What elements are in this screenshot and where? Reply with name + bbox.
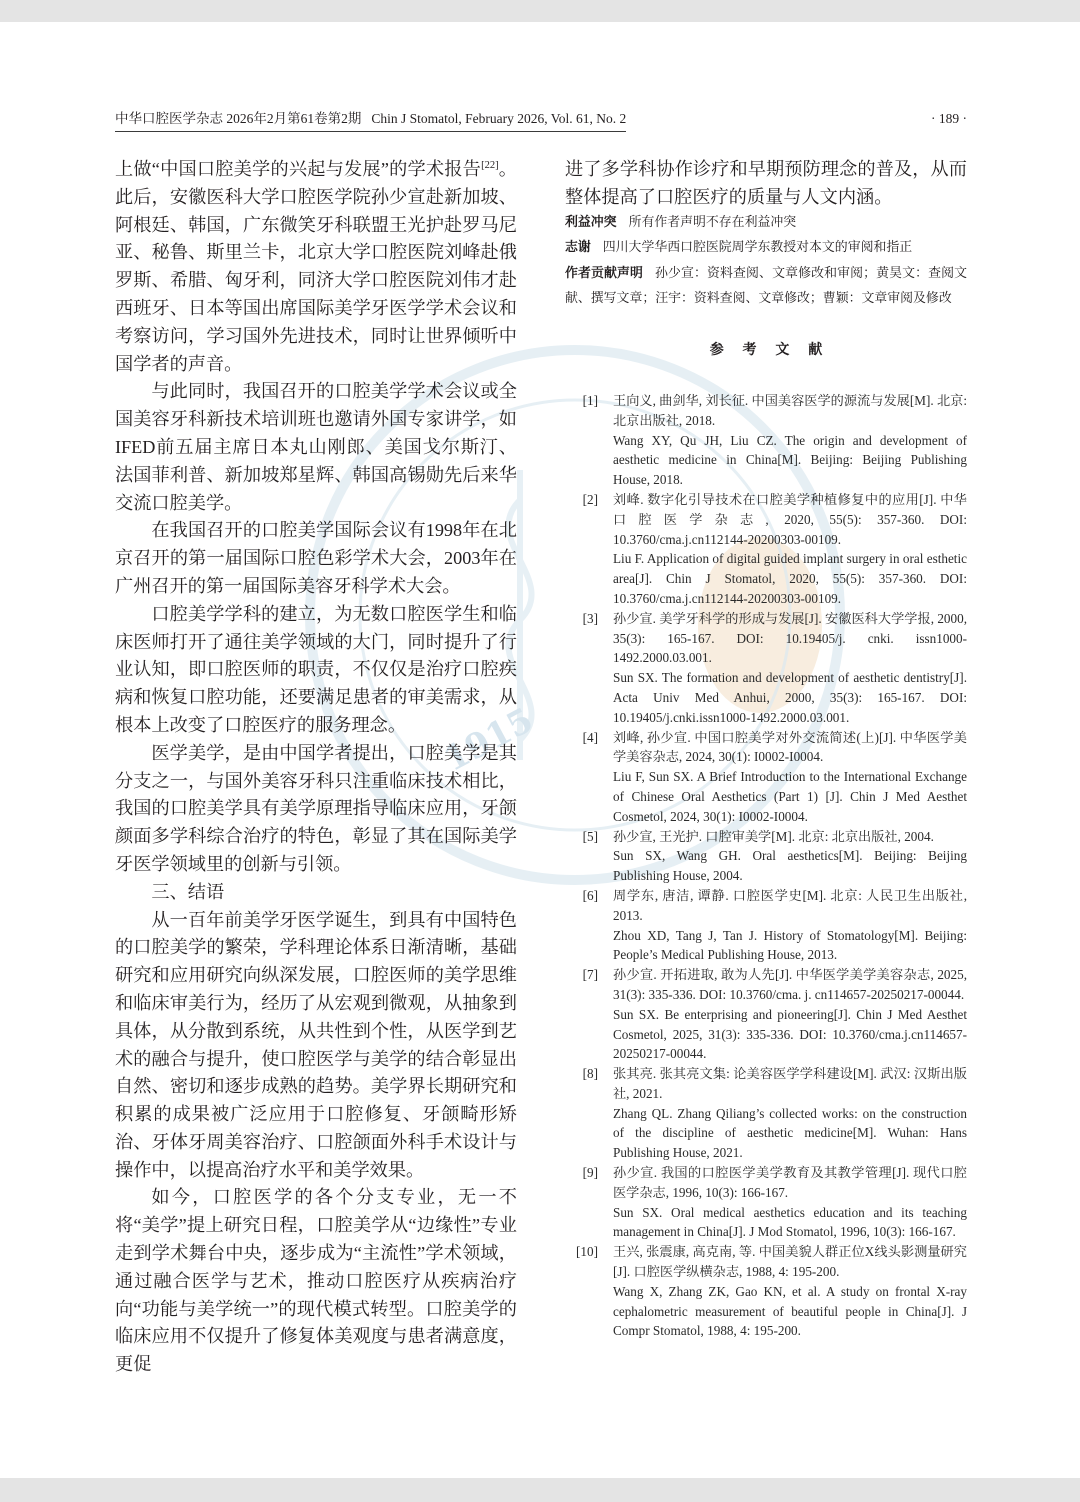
reference-text-en: Liu F. Application of digital guided implant surgery in oral esthetic area[J]. Chin J Stomatol, 2020, 55(5): 357-360. DOI: 10.3760/cma.j.cn112144-20200303-00109. — [613, 551, 967, 606]
reference-body — [613, 965, 967, 1064]
header-journal-en: Chin J Stomatol, February 2026, Vol. 61, No. 2 — [371, 111, 627, 126]
reference-text-en: Wang XY, Qu JH, Liu CZ. The origin and development of aesthetic medicine in China[M]. Beijing: Beijing Publishing House, 2018. — [613, 432, 967, 488]
right-column — [565, 156, 967, 1341]
reference-body — [613, 391, 967, 490]
reference-text-en: Sun SX. Oral medical aesthetics education and its teaching management in China[J]. J Mod Stomatol, 1996, 10(3): 166-167. — [613, 1204, 967, 1240]
citation-superscript: [22] — [481, 160, 499, 171]
references-title: 参 考 文 献 — [709, 342, 830, 358]
paragraph-text: 上做“中国口腔美学的兴起与发展”的学术报告 — [115, 159, 482, 179]
reference-text-zh: 周学东, 唐洁, 谭静. 口腔医学史[M]. 北京: 人民卫生出版社, 2013. — [613, 887, 967, 923]
reference-text-en: Wang X, Zhang ZK, Gao KN, et al. A study on frontal X-ray cephalometric measurement of beautiful people in China[J]. J Compr Stomatol, 1988, 4: 195-200. — [613, 1283, 967, 1339]
reference-item — [565, 1163, 967, 1242]
reference-number: [7] — [582, 967, 598, 983]
reference-text-en: Liu F, Sun SX. A Brief Introduction to the International Exchange of Chinese Oral Aesthetics (Part 1) [J]. Chin J Med Aesthet Cosmetol, 2024, 30(1): I0002-I0004. — [613, 769, 967, 824]
reference-text-zh: 刘峰, 孙少宣. 中国口腔美学对外交流简述(上)[J]. 中华医学美学美容杂志, 2024, 30(1): I0002-I0004. — [613, 729, 967, 765]
reference-body — [613, 886, 967, 965]
running-header — [115, 108, 967, 132]
reference-body — [613, 1242, 967, 1341]
reference-text-en: Zhang QL. Zhang Qiliang’s collected works: on the construction of the discipline of aesthetic medicine[M]. Wuhan: Hans Publishing House, 2021. — [613, 1105, 967, 1161]
reference-item — [565, 886, 967, 965]
reference-number: [6] — [582, 887, 598, 903]
declaration-label: 作者贡献声明 — [565, 265, 644, 281]
left-column — [115, 156, 517, 1379]
reference-item — [565, 827, 967, 886]
header-journal-zh: 中华口腔医学杂志 2026年2月第61卷第2期 — [115, 111, 362, 126]
reference-number: [10] — [576, 1244, 598, 1260]
reference-item — [565, 1242, 967, 1341]
body-paragraph-continuation: 进了多学科协作诊疗和早期预防理念的普及，从而整体提高了口腔医疗的质量与人文内涵。 — [565, 159, 967, 207]
declaration-author-contributions — [565, 261, 967, 311]
declaration-conflict-of-interest — [565, 210, 967, 236]
references-list — [565, 391, 967, 1341]
declaration-label: 利益冲突 — [565, 214, 617, 230]
header-journal-info — [115, 108, 626, 132]
body-paragraph: 医学美学，是由中国学者提出，口腔美学是其分支之一，与国外美容牙科只注重临床技术相比，我国的口腔美学具有美学原理指导临床应用，牙颌颜面多学科综合治疗的特色，彰显了其在国际美学牙医学领域里的创新与引领。 — [115, 742, 517, 874]
watermark-year: 1915 — [437, 700, 540, 780]
reference-body — [613, 728, 967, 827]
reference-text-en: Zhou XD, Tang J, Tan J. History of Stomatology[M]. Beijing: People’s Medical Publishing House, 2013. — [613, 927, 967, 963]
reference-body — [613, 609, 967, 728]
reference-text-zh: 孙少宣. 我国的口腔医学美学教育及其教学管理[J]. 现代口腔医学杂志, 1996, 10(3): 166-167. — [613, 1165, 967, 1200]
reference-text-en: Sun SX. Be enterprising and pioneering[J]. Chin J Med Aesthet Cosmetol, 2025, 31(3): 335-336. DOI: 10.3760/cma.j.cn114657-20250217-00044. — [613, 1006, 967, 1062]
section-heading: 三、结语 — [151, 881, 225, 902]
reference-body — [613, 490, 967, 609]
body-paragraph: 如今，口腔医学的各个分支专业，无一不将“美学”提上研究日程，口腔美学从“边缘性”专业走到学术舞台中央，逐步成为“主流性”学术领域，通过融合医学与艺术，推动口腔医疗从疾病治疗向“功能与美学统一”的现代模式转型。口腔美学的临床应用不仅提升了修复体美观度与患者满意度，更促 — [115, 1187, 517, 1375]
reference-item — [565, 609, 967, 728]
reference-number: [9] — [582, 1165, 598, 1181]
body-paragraph: 在我国召开的口腔美学国际会议有1998年在北京召开的第一届国际口腔色彩学术大会，2003年在广州召开的第一届国际美容牙科学术大会。 — [115, 520, 517, 596]
declaration-text: 四川大学华西口腔医院周学东教授对本文的审阅和指正 — [602, 240, 913, 255]
reference-item — [565, 1064, 967, 1163]
reference-text-zh: 张其亮. 张其亮文集: 论美容医学学科建设[M]. 武汉: 汉斯出版社, 2021. — [613, 1066, 967, 1101]
reference-text-zh: 王兴, 张震康, 高克南, 等. 中国美貌人群正位X线头影测量研究[J]. 口腔医学纵横杂志, 1988, 4: 195-200. — [613, 1244, 967, 1280]
reference-body — [613, 1064, 967, 1163]
reference-number: [3] — [582, 610, 598, 626]
reference-number: [4] — [582, 729, 598, 745]
reference-text-zh: 孙少宣, 王光护. 口腔审美学[M]. 北京: 北京出版社, 2004. — [613, 828, 934, 844]
paragraph-text: 。此后，安徽医科大学口腔医学院孙少宣赴新加坡、阿根廷、韩国，广东微笑牙科联盟王光护赴罗马尼亚、秘鲁、斯里兰卡，北京大学口腔医院刘峰赴俄罗斯、希腊、匈牙利，同济大学口腔医院刘伟才赴西班牙、日本等国出席国际美学牙医学学术会议和考察访问，学习国外先进技术，同时让世界倾听中国学者的声音。 — [115, 159, 517, 374]
page-number: · 189 · — [931, 111, 967, 126]
reference-number: [1] — [582, 393, 598, 408]
reference-body — [613, 1163, 967, 1242]
reference-text-zh: 孙少宣. 开拓进取, 敢为人先[J]. 中华医学美学美容杂志, 2025, 31(3): 335-336. DOI: 10.3760/cma. j. cn114657-20250217-00044. — [613, 967, 967, 1002]
body-paragraph-continuation — [115, 156, 517, 378]
reference-text-zh: 孙少宣. 美学牙科学的形成与发展[J]. 安徽医科大学学报, 2000, 35(3): 165-167. DOI: 10.19405/j. cnki. issn1000-1492.2000.03.001. — [613, 610, 967, 666]
reference-number: [5] — [582, 828, 598, 844]
body-paragraph: 口腔美学学科的建立，为无数口腔医学生和临床医师打开了通往美学领域的大门，同时提升了行业认知，即口腔医师的职责，不仅仅是治疗口腔疾病和恢复口腔功能，还要满足患者的审美需求，从根本上改变了口腔医疗的服务理念。 — [115, 603, 517, 735]
body-paragraph: 与此同时，我国召开的口腔美学学术会议或全国美容牙科新技术培训班也邀请外国专家讲学，如IFED前五届主席日本丸山刚郎、美国戈尔斯汀、法国菲利普、新加坡郑星辉、韩国高锡勋先后来华交流口腔美学。 — [115, 381, 517, 513]
reference-text-zh: 王向义, 曲剑华, 刘长征. 中国美容医学的源流与发展[M]. 北京: 北京出版社, 2018. — [613, 393, 967, 428]
reference-item — [565, 965, 967, 1064]
declaration-acknowledgement — [565, 235, 967, 261]
reference-item — [565, 490, 967, 609]
declaration-label: 志谢 — [565, 240, 591, 256]
declaration-text: 所有作者声明不存在利益冲突 — [628, 214, 797, 229]
reference-body — [613, 827, 967, 886]
reference-text-en: Sun SX. The formation and development of aesthetic dentistry[J]. Acta Univ Med Anhui, 2000, 35(3): 165-167. DOI: 10.19405/j.cnki.issn1000-1492.2000.03.001. — [613, 670, 967, 725]
reference-number: [8] — [582, 1066, 598, 1082]
declaration-text: 孙少宣：资料查阅、文章修改和审阅；黄昊文：查阅文献、撰写文章；汪宇：资料查阅、文章修改；曹颖：文章审阅及修改 — [565, 265, 968, 306]
reference-text-zh: 刘峰. 数字化引导技术在口腔美学种植修复中的应用[J]. 中华口腔医学杂志, 2020, 55(5): 357-360. DOI: 10.3760/cma.j.cn112144-20200303-00109. — [613, 491, 967, 547]
body-paragraph: 从一百年前美学牙医学诞生，到具有中国特色的口腔美学的繁荣，学科理论体系日渐清晰，基础研究和应用研究向纵深发展，口腔医师的美学思维和临床审美行为，经历了从宏观到微观，从抽象到具体，从分散到系统，从共性到个性，从医学到艺术的融合与提升，使口腔医学与美学的结合彰显出自然、密切和逐步成熟的趋势。美学界长期研究和积累的成果被广泛应用于口腔修复、牙颌畸形矫治、牙体牙周美容治疗、口腔颌面外科手术设计与操作中，以提高治疗水平和美学效果。 — [115, 909, 517, 1180]
reference-item — [565, 391, 967, 490]
reference-text-en: Sun SX, Wang GH. Oral aesthetics[M]. Beijing: Beijing Publishing House, 2004. — [613, 848, 967, 884]
reference-number: [2] — [582, 491, 598, 507]
declarations — [565, 210, 967, 311]
reference-item — [565, 728, 967, 827]
